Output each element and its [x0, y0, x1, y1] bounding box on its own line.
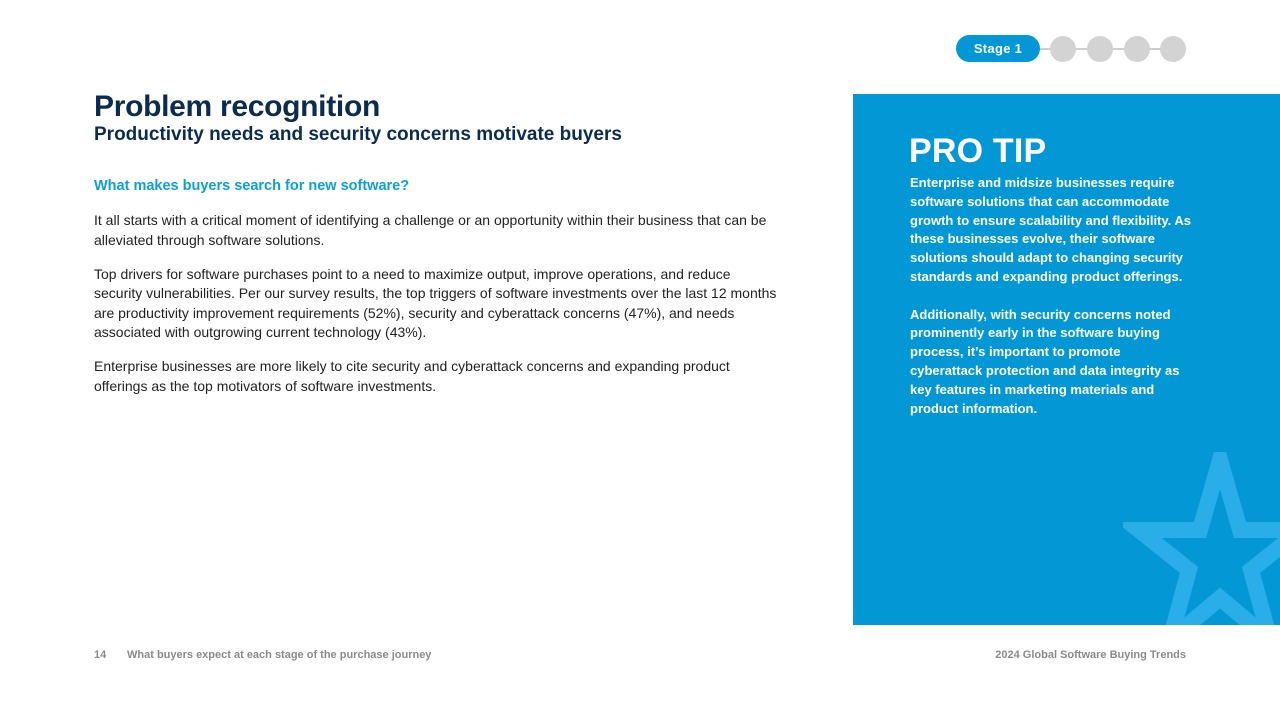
page-number: 14 — [94, 649, 107, 661]
page-subtitle: Productivity needs and security concerns motivate buyers — [94, 124, 622, 145]
body-paragraph: It all starts with a critical moment of identifying a challenge or an opportunity within their business that can be alleviated through software solutions. — [94, 212, 767, 248]
pro-tip-paragraph: Additionally, with security concerns noted prominently early in the software buying process, it’s important to promote cyberattack protection and data integrity as key features in marketing materials and product information. — [910, 306, 1180, 416]
stage-step-2 — [1050, 36, 1076, 62]
pro-tip-title: PRO TIP — [909, 132, 1047, 170]
pro-tip-panel — [853, 94, 1280, 625]
footer-chapter: What buyers expect at each stage of the purchase journey — [127, 649, 432, 661]
stage-step-4 — [1124, 36, 1150, 62]
body-paragraph: Top drivers for software purchases point to a need to maximize output, improve operations, and reduce security vulnerabilities. Per our survey results, the top triggers of software investments over the last 12 months are productivity improvement requirements (52%), security and cyberattack concerns (47%), and needs associated with outgrowing current technology (43%). — [94, 265, 777, 340]
pro-tip-paragraph: Enterprise and midsize businesses require software solutions that can accommodate growth to ensure scalability and flexibility. As these businesses evolve, their software solutions should adapt to changing security standards and expanding product offerings. — [910, 175, 1192, 284]
page-title: Problem recognition — [94, 90, 380, 123]
stage-current-badge: Stage 1 — [956, 35, 1040, 62]
stage-step-5 — [1160, 36, 1186, 62]
body-paragraph: Enterprise businesses are more likely to cite security and cyberattack concerns and expanding product offerings as the top motivators of software investments. — [94, 358, 730, 394]
section-question: What makes buyers search for new software? — [94, 178, 410, 194]
pro-tip-text — [910, 174, 1192, 418]
stage-progress — [956, 35, 1188, 63]
star-outline-icon — [1123, 452, 1280, 625]
footer-report-title: 2024 Global Software Buying Trends — [995, 649, 1186, 661]
body-text — [94, 211, 782, 411]
stage-step-3 — [1087, 36, 1113, 62]
